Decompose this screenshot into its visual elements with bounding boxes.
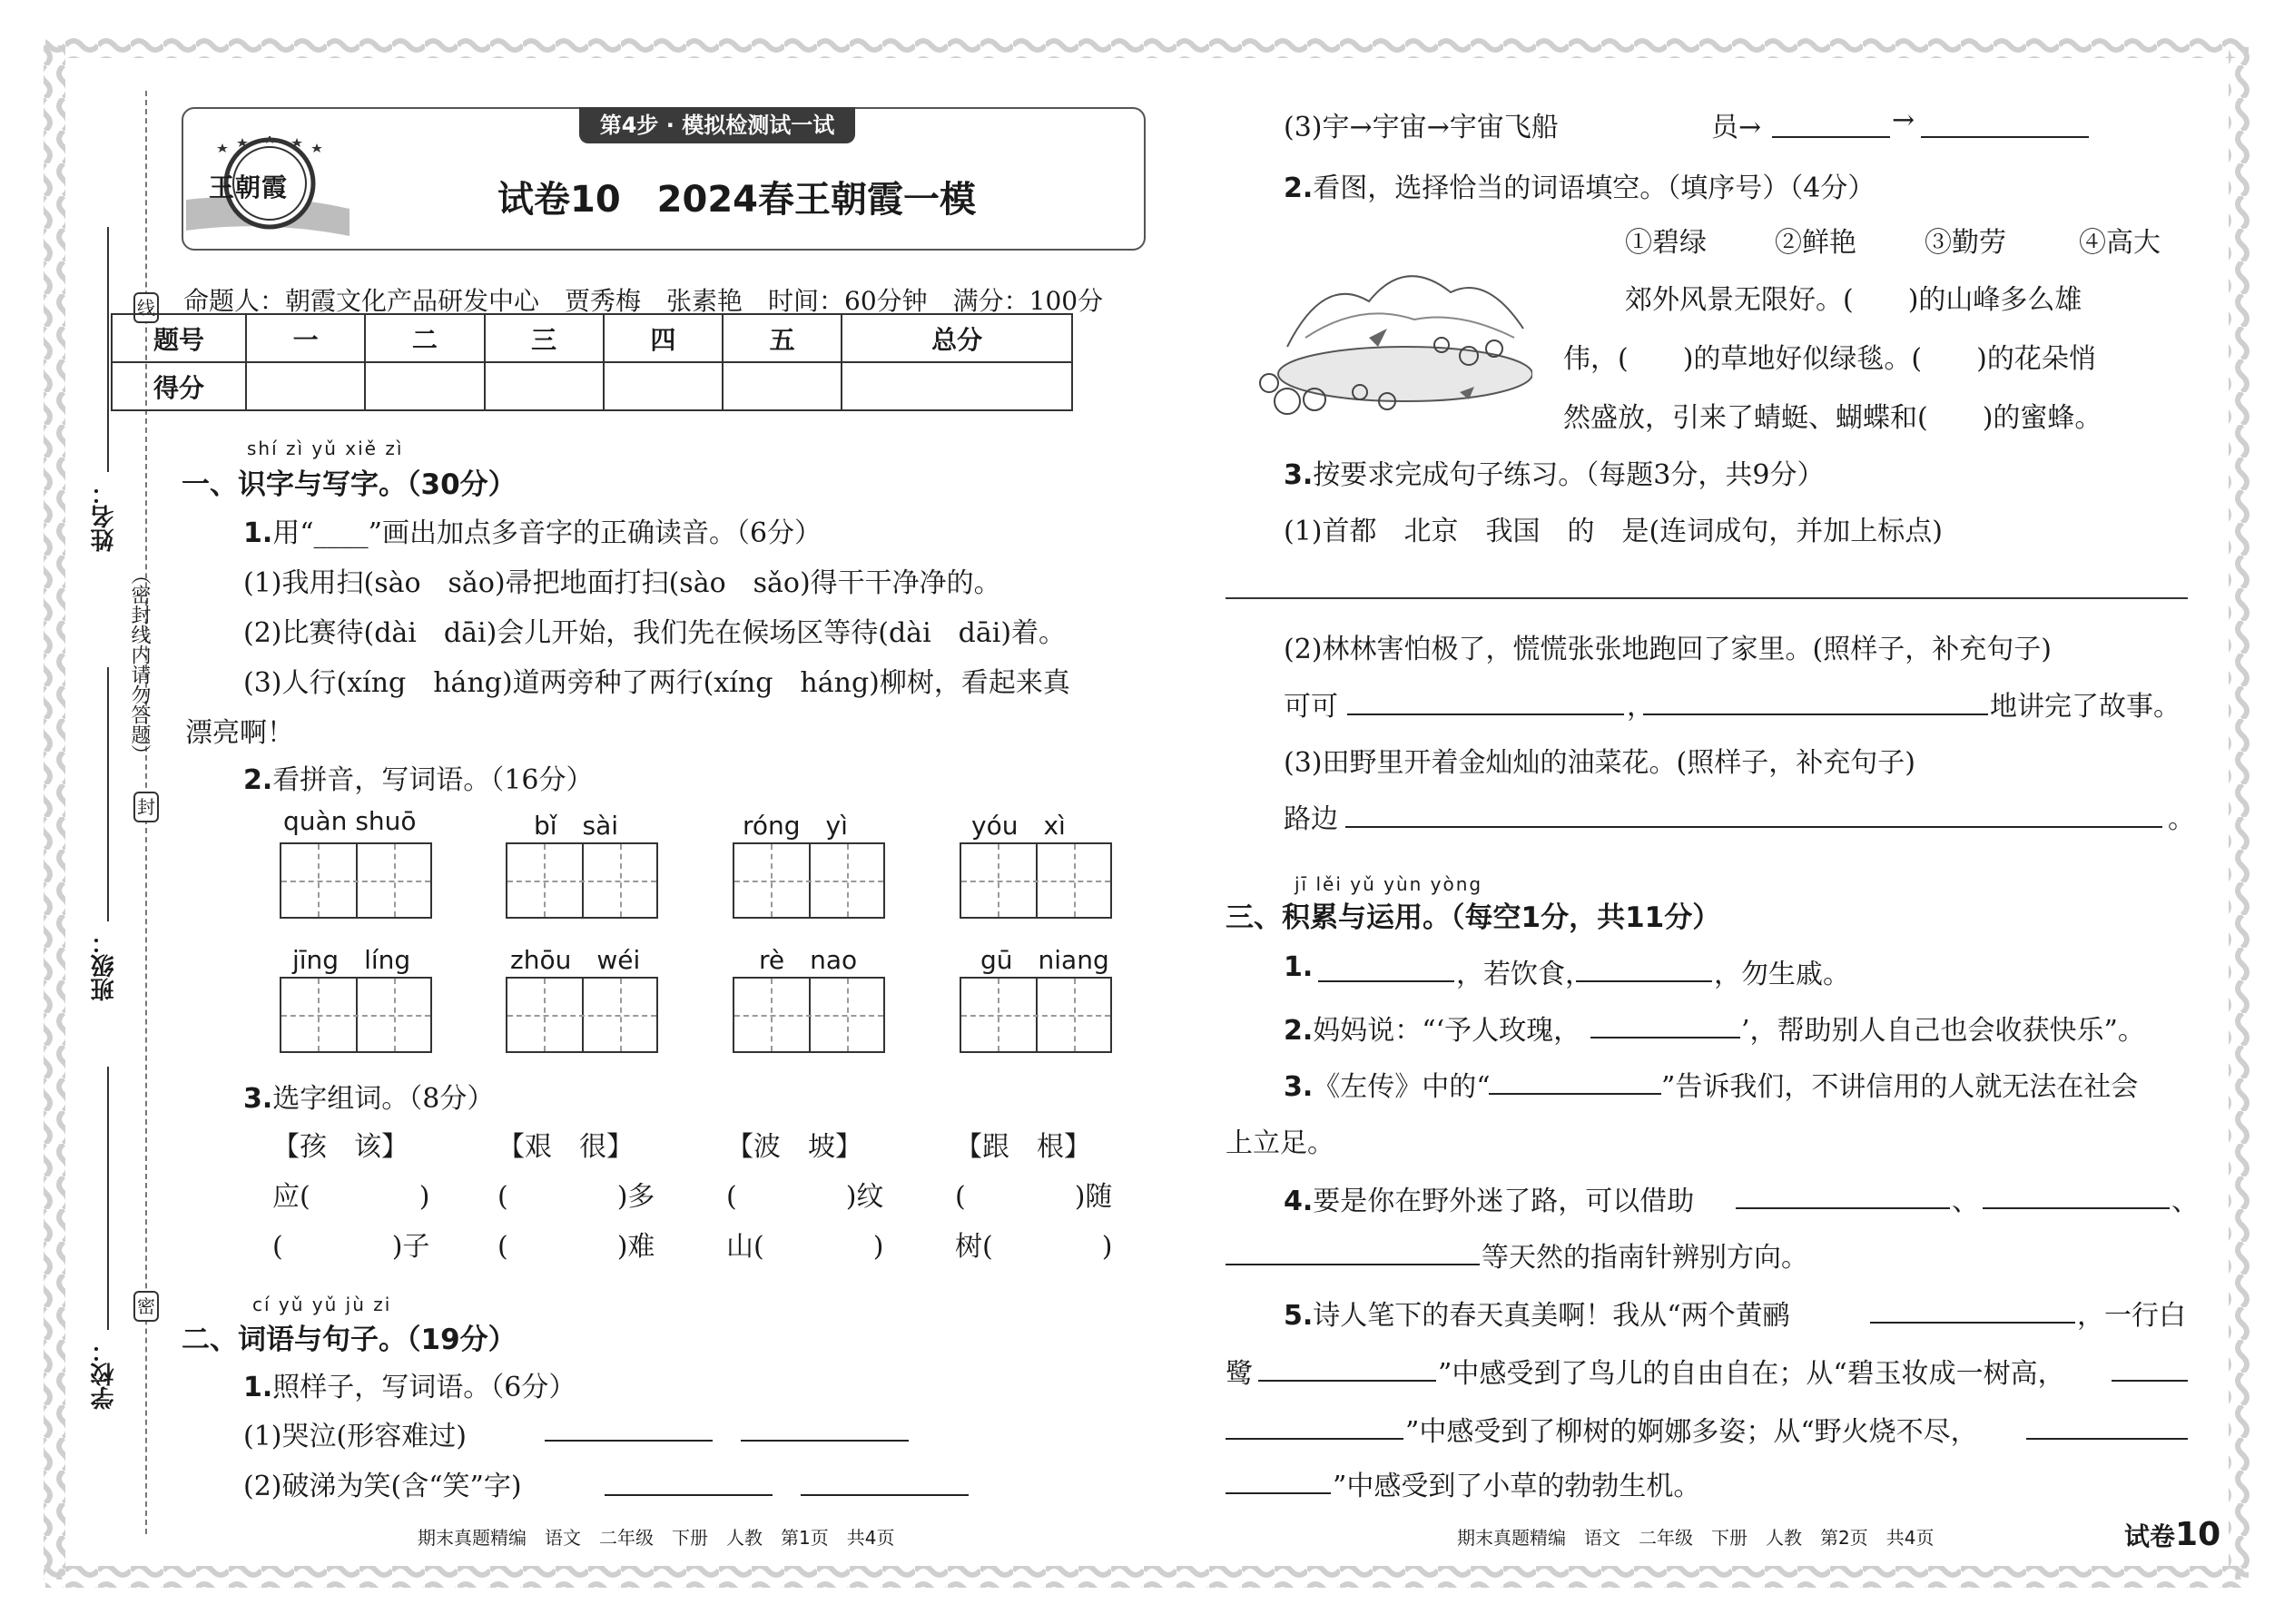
q1-1-line2: (2)比赛待(dài dāi)会儿开始，我们先在候场区等待(dài dāi)着。	[243, 617, 1067, 649]
answer-blank[interactable]	[1226, 1412, 1403, 1440]
pinyin-word: quàn shuō	[283, 806, 417, 836]
word-blank[interactable]: 山( )	[726, 1231, 884, 1263]
answer-line[interactable]	[1226, 597, 2188, 599]
section2-pinyin: cí yǔ yǔ jù zi	[252, 1294, 392, 1315]
q3-2-b: ’，帮助别人自己也会收获快乐”。	[1741, 1015, 2145, 1047]
q3-1-b: ，勿生戚。	[1714, 959, 1850, 990]
footer-left: 期末真题精编 语文 二年级 下册 人教 第1页 共4页	[418, 1527, 895, 1549]
q3-3-b: ”告诉我们，不讲信用的人就无法在社会	[1661, 1071, 2139, 1103]
word-blank[interactable]: ( )多	[497, 1181, 655, 1213]
char-group: 【艰 很】	[497, 1131, 634, 1163]
pinyin-word: bǐ sài	[534, 811, 619, 841]
q2-3-line3b: ，	[1627, 691, 1654, 723]
name-label: 姓名：	[91, 481, 118, 552]
q3-3-c: 上立足。	[1226, 1127, 1334, 1159]
writing-grid[interactable]	[960, 977, 1112, 1053]
writing-grid[interactable]	[733, 977, 885, 1053]
logo-text: 王朝霞	[209, 172, 289, 202]
q2-3-line2: (2)林林害怕极了，慌慌张张地跑回了家里。(照样子，补充句子)	[1284, 634, 2052, 665]
section1-title: 一、识字与写字。（30分）	[182, 468, 517, 501]
q3-4: 4.要是你在野外迷了路，可以借助	[1284, 1186, 1695, 1217]
score-input-cell[interactable]	[842, 362, 1072, 410]
q2-2-line2: 伟，( )的草地好似绿毯。( )的花朵悄	[1563, 343, 2096, 375]
q3-4-b: 、	[1952, 1186, 1979, 1217]
q3-2: 2.妈妈说：“‘予人玫瑰，	[1284, 1015, 1581, 1047]
writing-grid[interactable]	[280, 977, 432, 1053]
section1-pinyin: shí zì yǔ xiě zì	[247, 438, 404, 459]
q1-1: 1.用“____”画出加点多音字的正确读音。（6分）	[243, 517, 822, 549]
answer-blank[interactable]	[1870, 1296, 2075, 1324]
footer-right: 期末真题精编 语文 二年级 下册 人教 第2页 共4页	[1457, 1527, 1935, 1549]
q3-4-c: 、	[2171, 1186, 2199, 1217]
pinyin-word: jīng líng	[292, 945, 411, 975]
q3-3: 3.《左传》中的“	[1284, 1071, 1491, 1103]
q2-3-line5end: 。	[2168, 803, 2195, 835]
scenery-illustration	[1251, 238, 1532, 419]
answer-blank[interactable]	[1921, 111, 2089, 138]
answer-blank[interactable]	[545, 1414, 713, 1442]
q3-4-d: 等天然的指南针辨别方向。	[1482, 1242, 1808, 1274]
pinyin-word: zhōu wéi	[510, 945, 641, 975]
answer-blank[interactable]	[1576, 955, 1712, 982]
char-group: 【跟 根】	[955, 1131, 1091, 1163]
name-field-line[interactable]	[107, 227, 109, 472]
answer-blank[interactable]	[1489, 1068, 1661, 1095]
q2-2-line3: 然盛放，引来了蜻蜓、蝴蝶和( )的蜜蜂。	[1563, 402, 2102, 434]
score-cell: 四	[604, 314, 723, 362]
answer-blank[interactable]	[1736, 1182, 1950, 1209]
q2-1-line2: (2)破涕为笑(含“笑”字)	[243, 1471, 522, 1502]
score-cell: 题号	[112, 314, 246, 362]
score-cell: 二	[365, 314, 484, 362]
char-group: 【波 坡】	[726, 1131, 862, 1163]
writing-grid[interactable]	[506, 842, 658, 919]
word-blank[interactable]: ( )纹	[726, 1181, 884, 1213]
q3-5-d: ”中感受到了鸟儿的自由自在；从“碧玉妆成一树高，	[1438, 1358, 2065, 1390]
q3-5-c: 鹭	[1226, 1358, 1253, 1390]
option: ①碧绿	[1625, 227, 1707, 259]
word-blank[interactable]: 树( )	[955, 1231, 1113, 1263]
q3-1-a: ，若饮食，	[1456, 959, 1592, 990]
exam-title: 试卷10 2024春王朝霞一模	[497, 179, 976, 221]
q2-3-line1: (1)首都 北京 我国 的 是(连词成句，并加上标点)	[1284, 516, 1943, 547]
score-table	[111, 313, 1073, 411]
word-blank[interactable]: 应( )	[272, 1181, 430, 1213]
q2-1-line1: (1)哭泣(形容难过)	[243, 1421, 467, 1452]
q1-1-line4: 漂亮啊！	[185, 717, 294, 749]
answer-blank[interactable]	[1983, 1182, 2170, 1209]
school-field-line[interactable]	[107, 1067, 109, 1330]
answer-blank[interactable]	[801, 1469, 969, 1496]
option: ②鲜艳	[1775, 227, 1856, 259]
writing-grid[interactable]	[280, 842, 432, 919]
score-cell: 得分	[112, 362, 246, 410]
score-input-cell[interactable]	[485, 362, 604, 410]
writing-grid[interactable]	[960, 842, 1112, 919]
answer-blank[interactable]	[2026, 1412, 2188, 1440]
school-label: 学校：	[91, 1339, 118, 1410]
q2-3-line3c: 地讲完了故事。	[1990, 691, 2181, 723]
seal-mark-feng: 封	[133, 792, 159, 822]
score-input-cell[interactable]	[604, 362, 723, 410]
q2-3-line4: (3)田野里开着金灿灿的油菜花。(照样子，补充句子)	[1284, 747, 1915, 779]
char-group: 【孩 该】	[272, 1131, 409, 1163]
exam-meta: 命题人：朝霞文化产品研发中心 贾秀梅 张素艳 时间：60分钟 满分：100分	[183, 286, 1104, 316]
pinyin-word: róng yì	[743, 811, 848, 841]
answer-blank[interactable]	[1258, 1354, 1436, 1382]
score-input-cell[interactable]	[365, 362, 484, 410]
q3-5-e: ”中感受到了柳树的婀娜多姿；从“野火烧不尽，	[1405, 1416, 1978, 1448]
q3-1: 1.	[1284, 951, 1314, 983]
score-input-cell[interactable]	[246, 362, 365, 410]
pinyin-word: rè nao	[759, 945, 858, 975]
answer-blank[interactable]	[1590, 1011, 1740, 1038]
answer-blank[interactable]	[605, 1469, 773, 1496]
answer-blank[interactable]	[1226, 1238, 1480, 1265]
answer-blank[interactable]	[1772, 111, 1890, 138]
q2-2: 2.看图，选择恰当的词语填空。（填序号）（4分）	[1284, 172, 1876, 204]
seal-mark-mi: 密	[133, 1291, 159, 1322]
score-table-score-row	[112, 362, 1072, 410]
q3-5: 5.诗人笔下的春天真美啊！我从“两个黄鹂	[1284, 1300, 1790, 1332]
word-blank[interactable]: ( )随	[955, 1181, 1113, 1213]
score-input-cell[interactable]	[723, 362, 842, 410]
q2-3-line3a: 可可	[1284, 691, 1338, 723]
option: ④高大	[2079, 227, 2161, 259]
q3-5-f: ”中感受到了小草的勃勃生机。	[1333, 1471, 1701, 1502]
answer-blank[interactable]	[741, 1414, 909, 1442]
q1-1-line3: (3)人行(xíng háng)道两旁种了两行(xíng háng)柳树，看起来真	[243, 667, 1070, 699]
option: ③勤劳	[1925, 227, 2006, 259]
seal-mark-xian: 线	[133, 292, 159, 323]
q3-5-b: ，一行白	[2077, 1300, 2186, 1332]
score-cell: 总分	[842, 314, 1072, 362]
score-table-header-row	[112, 314, 1072, 362]
score-cell: 一	[246, 314, 365, 362]
answer-blank[interactable]	[1345, 801, 2162, 828]
q2-3: 3.按要求完成句子练习。（每题3分，共9分）	[1284, 459, 1825, 491]
writing-grid[interactable]	[733, 842, 885, 919]
answer-blank[interactable]	[1318, 955, 1454, 982]
q2-1: 1.照样子，写词语。（6分）	[243, 1372, 576, 1403]
score-cell: 五	[723, 314, 842, 362]
writing-grid[interactable]	[506, 977, 658, 1053]
q1-1-line1: (1)我用扫(sào sǎo)帚把地面打扫(sào sǎo)得干干净净的。	[243, 567, 1001, 599]
paper-number: 试卷10	[2124, 1516, 2221, 1553]
answer-blank[interactable]	[1347, 688, 1624, 715]
q2-1-line3b: 员→	[1711, 112, 1762, 143]
word-blank[interactable]: ( )子	[272, 1231, 430, 1263]
step-banner: 第4步 · 模拟检测试一试	[579, 107, 855, 143]
q2-3-line5: 路边	[1284, 803, 1338, 835]
class-label: 班级：	[91, 930, 118, 1001]
q2-1-line3: (3)宇→宇宙→宇宙飞船	[1284, 112, 1559, 143]
answer-blank[interactable]	[1226, 1467, 1331, 1494]
arrow: →	[1892, 104, 1915, 136]
seal-note: （密封线内请勿答题）	[128, 565, 151, 764]
section3-title: 三、积累与运用。（每空1分，共11分）	[1226, 901, 1721, 934]
q1-3: 3.选字组词。（8分）	[243, 1083, 495, 1115]
answer-blank[interactable]	[1643, 688, 1988, 715]
pinyin-word: yóu xì	[971, 811, 1066, 841]
section2-title: 二、词语与句子。（19分）	[182, 1324, 517, 1356]
answer-blank[interactable]	[2112, 1354, 2188, 1382]
q1-2: 2.看拼音，写词语。（16分）	[243, 764, 594, 796]
word-blank[interactable]: ( )难	[497, 1231, 655, 1263]
q2-2-line1: 郊外风景无限好。( )的山峰多么雄	[1625, 284, 2082, 316]
score-cell: 三	[485, 314, 604, 362]
section3-pinyin: jī lěi yǔ yùn yòng	[1295, 873, 1483, 895]
class-field-line[interactable]	[107, 667, 109, 921]
pinyin-word: gū niang	[980, 945, 1109, 975]
